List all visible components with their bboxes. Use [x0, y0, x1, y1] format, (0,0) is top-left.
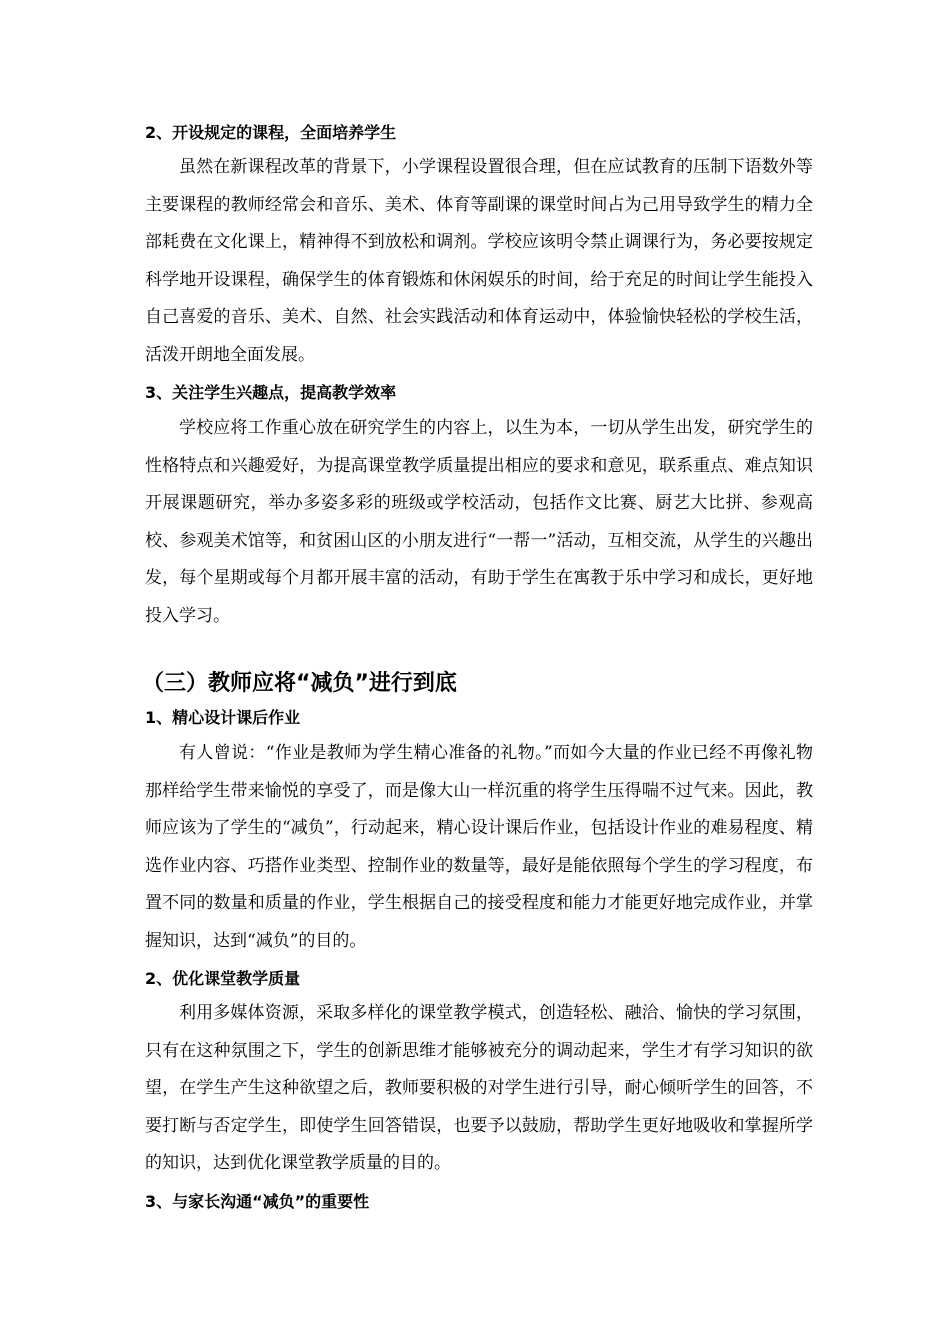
- paragraph: 虽然在新课程改革的背景下，小学课程设置很合理，但在应试教育的压制下语数外等主要课程的教师经常会和音乐、美术、体育等副课的课堂时间占为己用导致学生的精力全部耗费在文化课上，精神得不到放松和调剂。学校应该明令禁止调课行为，务必要按规定科学地开设课程，确保学生的体育锻炼和休闲娱乐的时间，给于充足的时间让学生能投入自己喜爱的音乐、美术、自然、社会实践活动和体育运动中，体验愉快轻松的学校生活，活泼开朗地全面发展。: [145, 157, 813, 365]
- paragraph: 利用多媒体资源，采取多样化的课堂教学模式，创造轻松、融洽、愉快的学习氛围，只有在这种氛围之下，学生的创新思维才能够被充分的调动起来，学生才有学习知识的欲望，在学生产生这种欲望之后，教师要积极的对学生进行引导，耐心倾听学生的回答，不要打断与否定学生，即使学生回答错误，也要予以鼓励，帮助学生更好地吸收和掌握所学的知识，达到优化课堂教学质量的目的。: [145, 1003, 813, 1173]
- part-heading: （三）教师应将“减负”进行到底: [142, 671, 457, 696]
- section-heading: 2、优化课堂教学质量: [145, 969, 301, 988]
- section-heading: 1、精心设计课后作业: [145, 708, 301, 727]
- document-body: [142, 118, 813, 1217]
- section-heading: 3、与家长沟通“减负”的重要性: [145, 1192, 370, 1211]
- section-heading: 3、关注学生兴趣点，提高教学效率: [145, 383, 397, 402]
- paragraph: 学校应将工作重心放在研究学生的内容上，以生为本，一切从学生出发，研究学生的性格特点和兴趣爱好，为提高课堂教学质量提出相应的要求和意见，联系重点、难点知识开展课题研究，举办多姿多彩的班级或学校活动，包括作文比赛、厨艺大比拼、参观高校、参观美术馆等，和贫困山区的小朋友进行“一帮一”活动，互相交流，从学生的兴趣出发，每个星期或每个月都开展丰富的活动，有助于学生在寓教于乐中学习和成长，更好地投入学习。: [145, 418, 813, 626]
- paragraph: 有人曾说：“作业是教师为学生精心准备的礼物。”而如今大量的作业已经不再像礼物那样给学生带来愉悦的享受了，而是像大山一样沉重的将学生压得喘不过气来。因此，教师应该为了学生的“减负”，行动起来，精心设计课后作业，包括设计作业的难易程度、精选作业内容、巧搭作业类型、控制作业的数量等，最好是能依照每个学生的学习程度，布置不同的数量和质量的作业，学生根据自己的接受程度和能力才能更好地完成作业，并掌握知识，达到“减负”的目的。: [145, 743, 813, 951]
- section-heading: 2、开设规定的课程，全面培养学生: [145, 123, 397, 142]
